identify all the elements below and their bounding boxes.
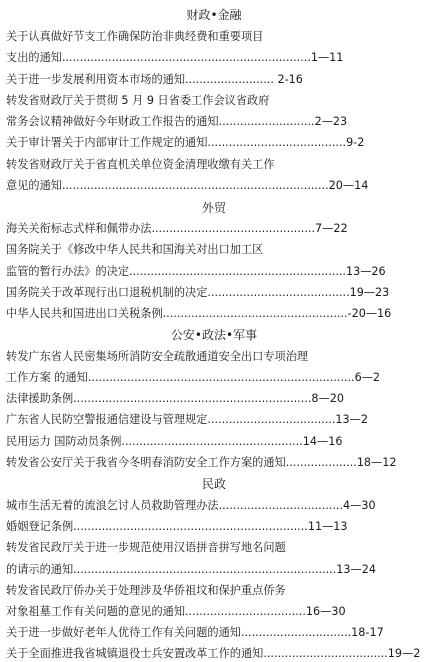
toc-entry-line: 法律援助条例...................................................................8—20 (6, 392, 344, 405)
section-heading: 民政 (201, 477, 226, 491)
toc-entry-line: 转发广东省人民密集场所消防安全疏散通道安全出口专项治理 (6, 350, 309, 363)
toc-entry-line: 婚姻登记条例..................................................................11—13 (6, 520, 348, 533)
toc-entry-line: 中华人民共和国进出口关税条例....................................................-20—16 (6, 307, 392, 320)
toc-entry-line: 关于进一步发展利用资本市场的通知......................... 2-16 (6, 73, 303, 86)
toc-entry-line: 的请示的通知..........................................................................13—24 (6, 563, 376, 576)
toc-entry-line: 海关关衔标志式样和佩带办法..............................................7—22 (6, 222, 348, 235)
toc-entry-line: 监管的暂行办法》的决定.............................................................13—26 (6, 265, 386, 278)
toc-entry-line: 常务会议精神做好今年财政工作报告的通知...........................2—23 (6, 115, 348, 128)
toc-entry-line: 工作方案 的通知...........................................................................6—2 (6, 371, 381, 384)
toc-entry-line: 意见的通知...........................................................................20—14 (6, 179, 369, 192)
toc-entry-line: 关于进一步做好老年人优待工作有关问题的通知...............................18-17 (6, 626, 384, 639)
toc-entry-line: 广东省人民防空警报通信建设与管理规定....................................13—2 (6, 413, 368, 426)
toc-entry-line: 民用运力 国防动员条例...................................................14—16 (6, 435, 343, 448)
toc-entry-line: 转发省民政厅侨办关于处理涉及华侨祖坟和保护重点侨务 (6, 584, 286, 597)
toc-entry-line: 国务院关于《修改中华人民共和国海关对出口加工区 (6, 243, 264, 256)
toc-entry-line: 国务院关于改革现行出口退税机制的决定........................................19—23 (6, 286, 390, 299)
toc-entry-line: 转发省财政厅关于贯彻 5 月 9 日省委工作会议省政府 (6, 94, 270, 107)
section-heading: 外贸 (201, 201, 226, 215)
toc-entry-line: 城市生活无着的流浪乞讨人员救助管理办法...................................4—30 (6, 499, 376, 512)
toc-entry-line: 对象祖墓工作有关问题的意见的通知..................................16—30 (6, 605, 346, 618)
section-heading: 财政•金融 (186, 8, 242, 22)
toc-entry-line: 支出的通知......................................................................1—11 (6, 51, 344, 64)
toc-entry-line: 关于审计署关于内部审计工作规定的通知.......................................9-2 (6, 136, 365, 149)
toc-entry-line: 转发省民政厅关于进一步规范使用汉语拼音拼写地名问题 (6, 541, 286, 554)
section-heading: 公安•政法•军事 (170, 328, 258, 342)
toc-entry-line: 关于认真做好节支工作确保防治非典经费和重要项目 (6, 30, 264, 43)
toc-entry-line: 关于全面推进我省城镇退役士兵安置改革工作的通知...................................19—2 (6, 647, 421, 660)
toc-entry-line: 转发省财政厅关于省直机关单位资金清理收缴有关工作 (6, 158, 275, 171)
toc-entry-line: 转发省公安厅关于我省今冬明春消防安全工作方案的通知....................18—12 (6, 456, 397, 469)
